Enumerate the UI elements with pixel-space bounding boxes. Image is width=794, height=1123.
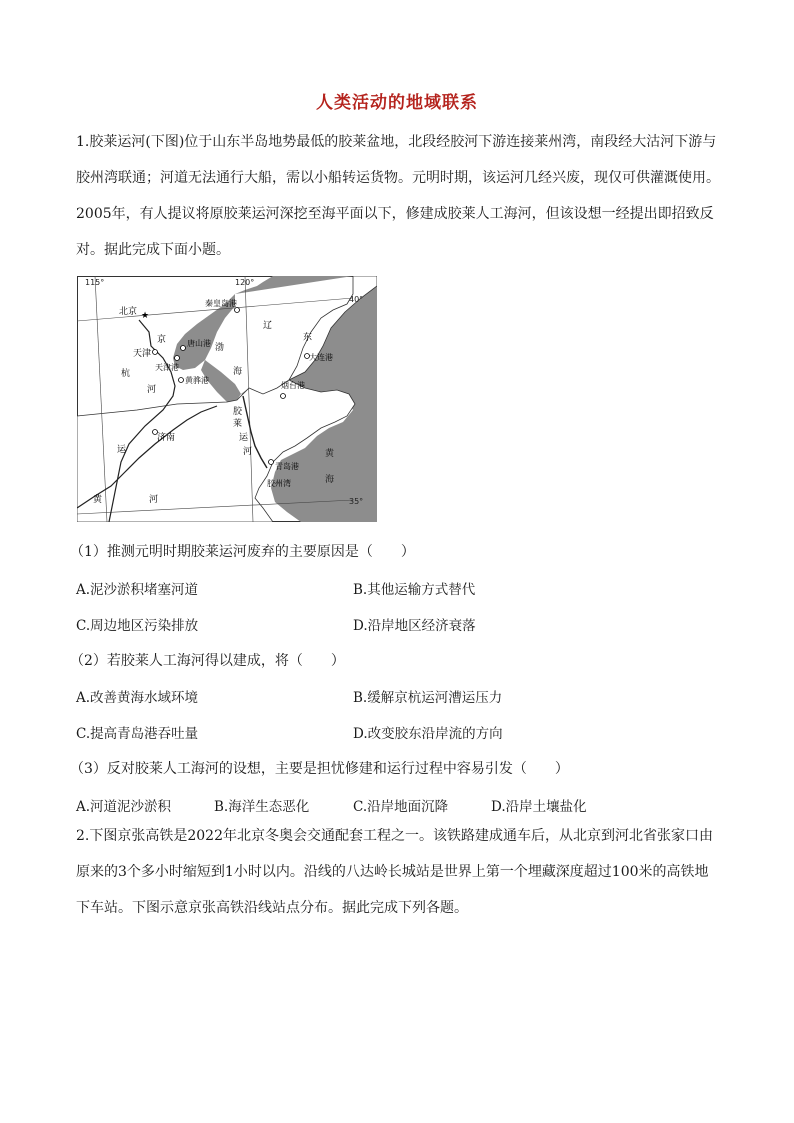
option-a[interactable]: A.泥沙淤积堵塞河道: [76, 582, 199, 598]
map-char: 海: [233, 367, 243, 377]
map-char: 黄: [93, 495, 103, 505]
map-char: 运: [239, 433, 249, 443]
lat-label-40: 40°: [349, 295, 364, 304]
place-tianjin: 天津: [133, 349, 152, 359]
sub-question-1-stem: （1）推测元明时期胶莱运河废弃的主要原因是（ ）: [70, 544, 415, 560]
jiaolai-canal-map: [77, 276, 377, 522]
option-d[interactable]: D.改变胶东沿岸流的方向: [353, 726, 503, 742]
option-b[interactable]: B.其他运输方式替代: [353, 582, 476, 598]
intro-line: 原来的3个多小时缩短到1小时以内。沿线的八达岭长城站是世界上第一个埋藏深度超过100米的高铁地: [76, 864, 709, 880]
lon-label-120: 120°: [235, 278, 255, 287]
place-tangshan: 唐山港: [187, 339, 211, 348]
map-char: 海: [325, 475, 335, 485]
tianjin-marker: [153, 350, 158, 355]
sub-question-3-stem: （3）反对胶莱人工海河的设想，主要是担忧修建和运行过程中容易引发（ ）: [70, 761, 569, 777]
intro-line: 下车站。下图示意京张高铁沿线站点分布。据此完成下列各题。: [76, 900, 468, 916]
place-huanghua: 黄骅港: [185, 376, 209, 385]
intro-line: 胶州湾联通；河道无法通行大船，需以小船转运货物。元明时期，该运河几经兴废，现仅可供灌溉使用。: [76, 170, 720, 186]
huanghua-port-marker: [179, 378, 184, 383]
intro-line: 2.下图京张高铁是2022年北京冬奥会交通配套工程之一。该铁路建成通车后，从北京到河北省张家口由: [76, 828, 713, 844]
map-char: 河: [243, 447, 253, 457]
place-dalian: 大连港: [309, 353, 333, 362]
map-char: 辽: [263, 321, 273, 331]
map-char: 黄: [325, 449, 335, 459]
option-b[interactable]: B.海洋生态恶化: [214, 799, 310, 815]
intro-line: 1.胶莱运河(下图)位于山东半岛地势最低的胶莱盆地，北段经胶河下游连接莱州湾，南段经大沽河下游与: [76, 134, 717, 150]
option-d[interactable]: D.沿岸地区经济衰落: [353, 618, 476, 634]
place-beijing: 北京: [119, 307, 138, 317]
map-char: 渤: [215, 343, 225, 353]
place-jiaozhou-bay: 胶州湾: [267, 479, 291, 488]
tangshan-port-marker: [181, 346, 186, 351]
intro-line: 对。据此完成下面小题。: [76, 242, 230, 258]
question-1-intro: [76, 124, 726, 268]
option-c[interactable]: C.提高青岛港吞吐量: [76, 726, 199, 742]
map-char: 京: [157, 335, 167, 345]
place-jinan: 济南: [157, 433, 176, 443]
place-yantai: 烟台港: [281, 381, 305, 390]
map-char: 莱: [233, 419, 243, 429]
map-char: 胶: [233, 407, 243, 417]
map-char: 河: [147, 385, 157, 395]
yantai-port-marker: [281, 394, 286, 399]
intro-line: 2005年，有人提议将原胶莱运河深挖至海平面以下，修建成胶莱人工海河，但该设想一经提出即招致反: [76, 206, 714, 222]
place-qinhuangdao: 秦皇岛港: [205, 299, 237, 308]
qinhuangdao-port-marker: [235, 308, 240, 313]
place-qingdao: 青岛港: [275, 462, 299, 471]
place-tianjin-port: 天津港: [155, 363, 179, 372]
sub-question-2-stem: （2）若胶莱人工海河得以建成，将（ ）: [70, 653, 345, 669]
tianjin-port-marker: [175, 356, 180, 361]
option-a[interactable]: A.河道泥沙淤积: [76, 799, 172, 815]
beijing-star-icon: ★: [141, 311, 150, 321]
question-2-intro: [76, 818, 726, 926]
lon-label-115: 115°: [85, 278, 105, 287]
map-char: 河: [149, 495, 159, 505]
page-title: 人类活动的地域联系: [316, 93, 478, 113]
option-c[interactable]: C.沿岸地面沉降: [353, 799, 449, 815]
qingdao-port-marker: [269, 460, 274, 465]
option-a[interactable]: A.改善黄海水域环境: [76, 690, 199, 706]
map-char: 运: [117, 445, 127, 455]
option-d[interactable]: D.沿岸土壤盐化: [491, 799, 587, 815]
map-char: 东: [303, 333, 313, 343]
lat-label-35: 35°: [349, 497, 364, 506]
option-c[interactable]: C.周边地区污染排放: [76, 618, 199, 634]
option-b[interactable]: B.缓解京杭运河漕运压力: [353, 690, 503, 706]
map-char: 杭: [121, 369, 131, 379]
